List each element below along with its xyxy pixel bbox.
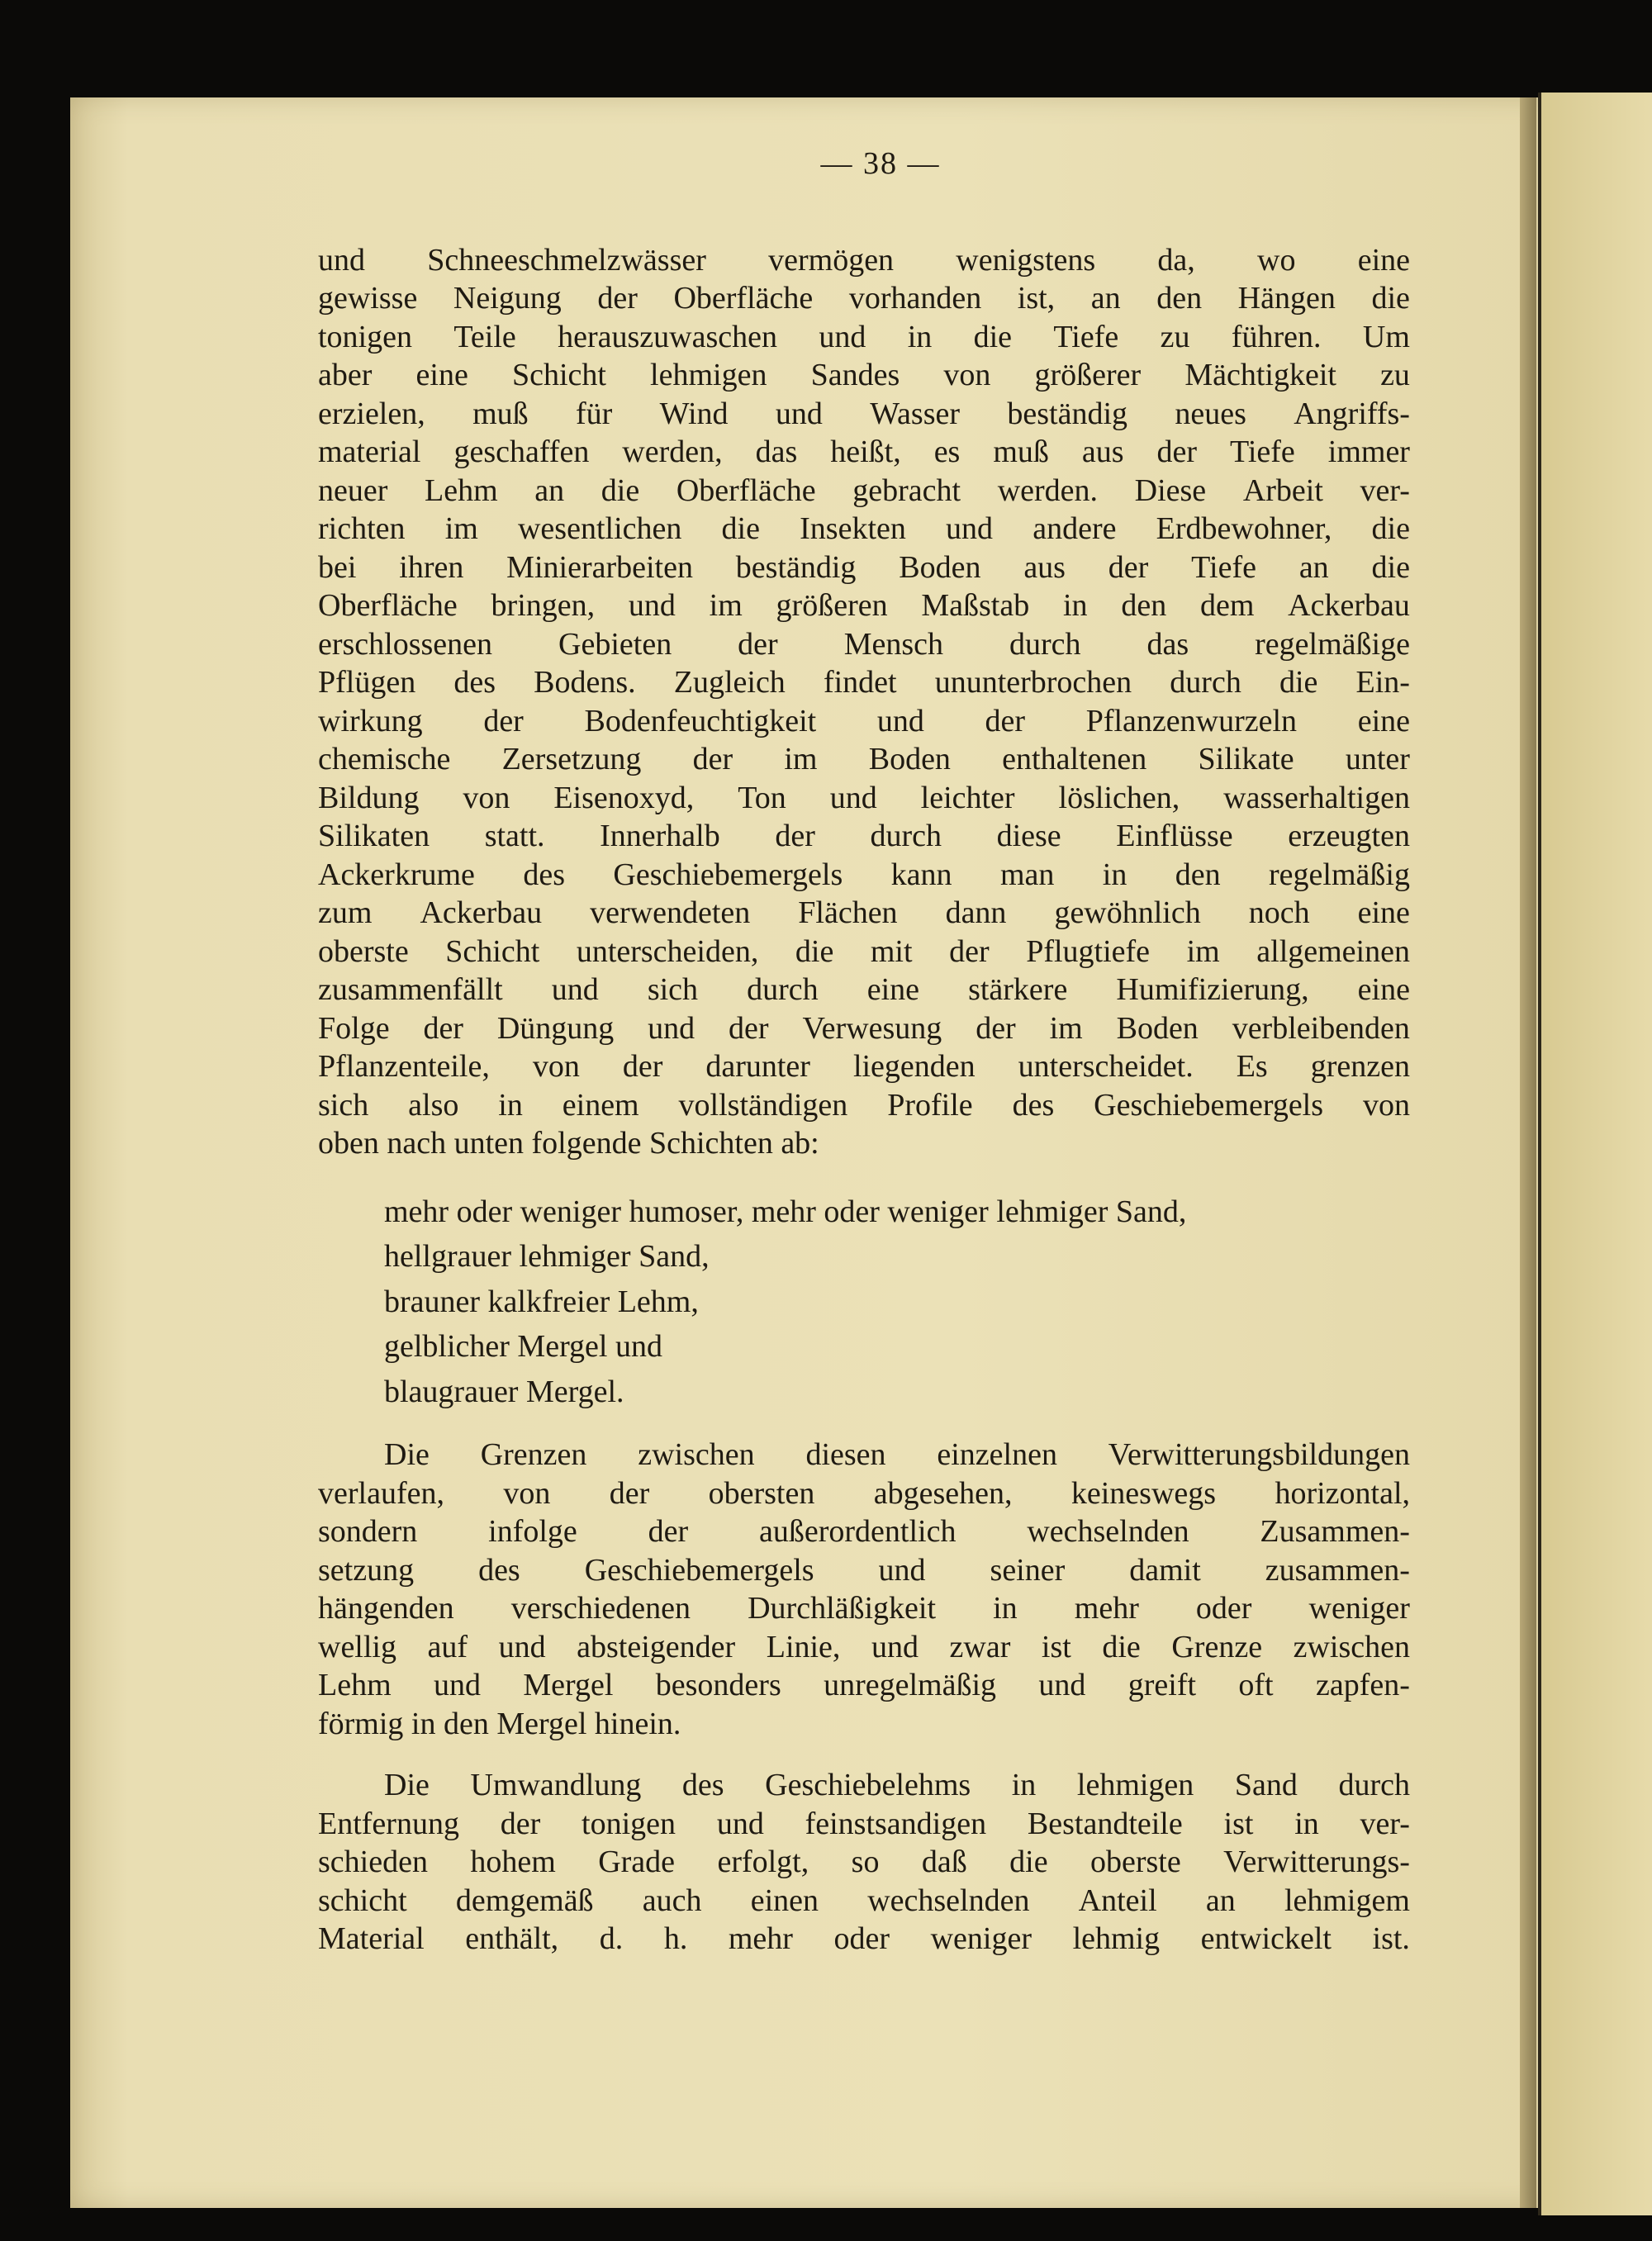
text-line: bei ihren Minierarbeiten beständig Boden aus der Tiefe an die [318,549,1410,585]
text-line: schicht demgemäß auch einen wechselnden Anteil an lehmigem [318,1883,1410,1918]
text-line: zusammenfällt und sich durch eine stärkere Humifizierung, eine [318,972,1410,1007]
page-number: — 38 — [820,146,941,181]
list-item: blaugrauer Mergel. [384,1374,624,1409]
text-line: schieden hohem Grade erfolgt, so daß die oberste Verwitterungs- [318,1845,1410,1879]
text-line: chemische Zersetzung der im Boden enthaltenen Silikate unter [318,742,1410,776]
list-item: hellgrauer lehmiger Sand, [384,1239,710,1274]
text-line: Die Umwandlung des Geschiebelehms in lehmigen Sand durch [384,1768,1410,1802]
paragraph-1 [318,241,1410,1163]
text-line: gewisse Neigung der Oberfläche vorhanden ist, an den Hängen die [318,281,1410,316]
text-line: neuer Lehm an die Oberfläche gebracht werden. Diese Arbeit ver- [318,472,1410,508]
text-line: verlaufen, von der obersten abgesehen, keineswegs horizontal, [318,1475,1410,1511]
text-line: Silikaten statt. Innerhalb der durch diese Einflüsse erzeugten [318,819,1410,853]
text-line: Lehm und Mergel besonders unregelmäßig und greift oft zapfen- [318,1668,1410,1702]
text-line: Pflanzenteile, von der darunter liegenden unterscheidet. Es grenzen [318,1049,1410,1084]
text-line: Folge der Düngung und der Verwesung der im Boden verbleibenden [318,1010,1410,1046]
text-line: Pflügen des Bodens. Zugleich findet ununterbrochen durch die Ein- [318,665,1410,700]
text-line: hängenden verschiedenen Durchläßigkeit in mehr oder weniger [318,1591,1410,1626]
text-line: oberste Schicht unterscheiden, die mit der Pflugtiefe im allgemeinen [318,933,1410,969]
text-line: Bildung von Eisenoxyd, Ton und leichter löslichen, wasserhaltigen [318,780,1410,815]
text-line: erzielen, muß für Wind und Wasser beständig neues Angriffs- [318,396,1410,431]
soil-layer-list [318,1189,1410,1415]
text-line: Ackerkrume des Geschiebemergels kann man in den regelmäßig [318,857,1410,892]
next-page-edge [1538,93,1652,2215]
text-line: förmig in den Mergel hinein. [318,1706,681,1741]
page-text [318,145,1410,1959]
page-gutter [1520,97,1536,2208]
paragraph-3 [318,1766,1410,1959]
text-line: Oberfläche bringen, und im größeren Maßstab in den dem Ackerbau [318,588,1410,623]
text-line: Die Grenzen zwischen diesen einzelnen Verwitterungsbildungen [384,1437,1410,1472]
text-line: oben nach unten folgende Schichten ab: [318,1126,819,1161]
text-line: Material enthält, d. h. mehr oder weniger lehmig entwickelt ist. [318,1921,1410,1956]
text-line: erschlossenen Gebieten der Mensch durch das regelmäßige [318,626,1410,662]
text-line: sich also in einem vollständigen Profile des Geschiebemergels von [318,1087,1410,1123]
list-item: mehr oder weniger humoser, mehr oder weniger lehmiger Sand, [384,1194,1187,1229]
text-line: wirkung der Bodenfeuchtigkeit und der Pflanzenwurzeln eine [318,703,1410,738]
list-item: brauner kalkfreier Lehm, [384,1284,699,1319]
list-item: gelblicher Mergel und [384,1329,662,1364]
paragraph-2 [318,1436,1410,1743]
text-line: material geschaffen werden, das heißt, es muß aus der Tiefe immer [318,434,1410,469]
text-line: wellig auf und absteigender Linie, und zwar ist die Grenze zwischen [318,1629,1410,1664]
text-line: aber eine Schicht lehmigen Sandes von größerer Mächtigkeit zu [318,358,1410,392]
text-line: und Schneeschmelzwässer vermögen wenigstens da, wo eine [318,242,1410,278]
text-line: sondern infolge der außerordentlich wechselnden Zusammen- [318,1514,1410,1549]
text-line: setzung des Geschiebemergels und seiner damit zusammen- [318,1552,1410,1588]
text-line: richten im wesentlichen die Insekten und andere Erdbewohner, die [318,511,1410,546]
text-line: zum Ackerbau verwendeten Flächen dann gewöhnlich noch eine [318,895,1410,930]
text-line: tonigen Teile herauszuwaschen und in die Tiefe zu führen. Um [318,319,1410,354]
text-line: Entfernung der tonigen und feinstsandigen Bestandteile ist in ver- [318,1806,1410,1841]
